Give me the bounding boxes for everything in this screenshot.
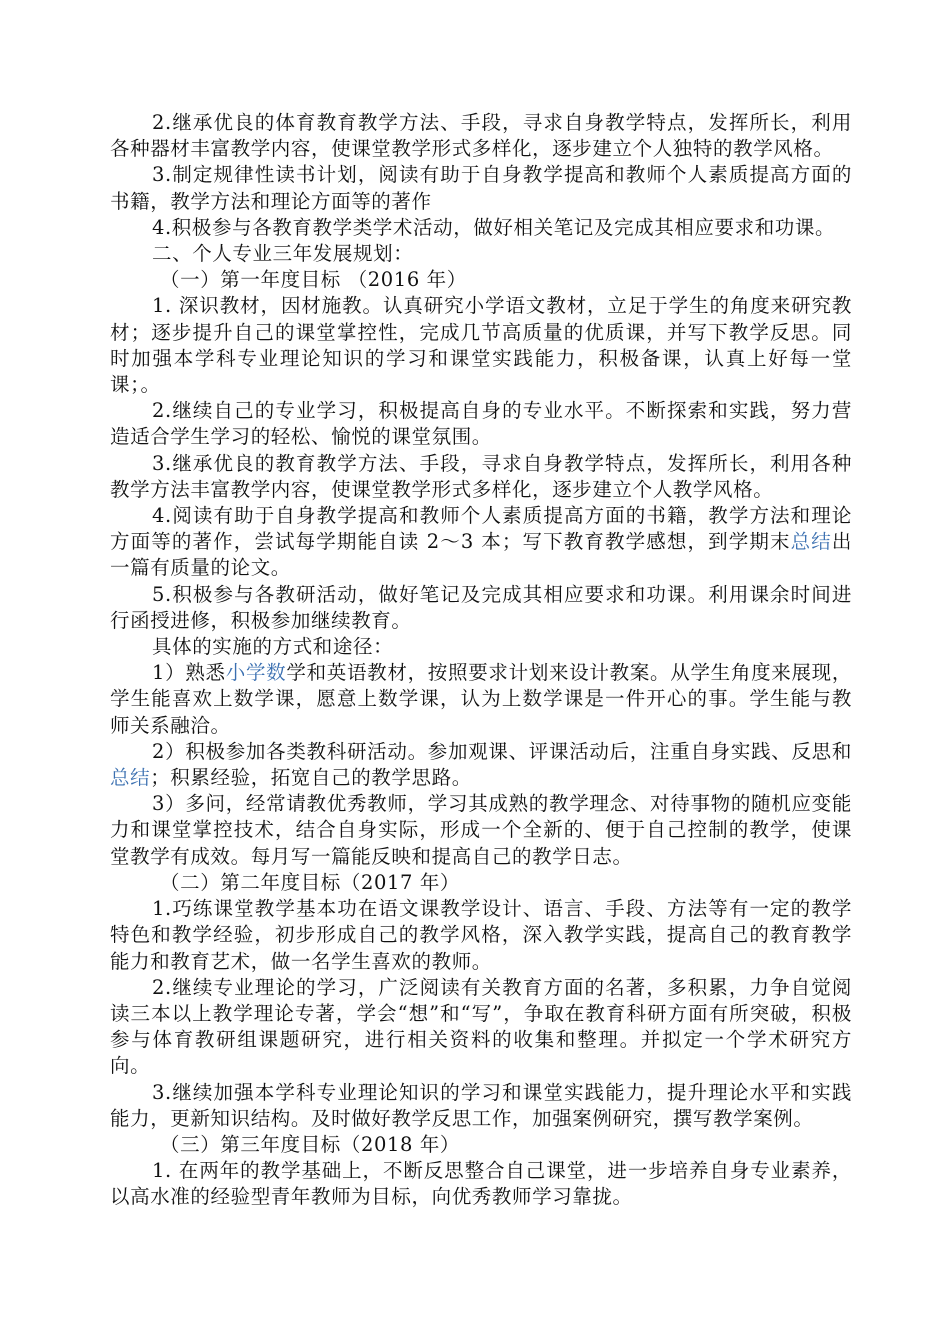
paragraph xyxy=(110,582,852,634)
paragraph xyxy=(110,162,852,214)
paragraph xyxy=(110,1080,852,1132)
text-segment: 4.积极参与各教育教学类学术活动，做好相关笔记及完成其相应要求和功课。 xyxy=(152,215,836,239)
text-segment: 2.继续专业理论的学习，广泛阅读有关教育方面的名著，多积累，力争自觉阅读三本以上教学理论专著，学会“想”和“写”，争取在教育科研方面有所突破，积极参与体育教研组课题研究，进行相关资料的收集和整理。并拟定一个学术研究方向。 xyxy=(110,975,852,1078)
paragraph xyxy=(110,398,852,450)
paragraph xyxy=(110,791,852,870)
paragraph xyxy=(110,739,852,791)
paragraph xyxy=(110,451,852,503)
text-segment: 4.阅读有助于自身教学提高和教师个人素质提高方面的书籍，教学方法和理论方面等的著作，尝试每学期能自读 2～3 本；写下教育教学感想，到学期末 xyxy=(110,504,852,554)
subsection-heading xyxy=(110,1132,852,1158)
section-heading xyxy=(110,634,852,660)
text-segment: 3.制定规律性读书计划，阅读有助于自身教学提高和教师个人素质提高方面的书籍，教学方法和理论方面等的著作 xyxy=(110,163,852,213)
text-segment: （一）第一年度目标 （2016 年） xyxy=(160,268,467,292)
paragraph xyxy=(110,975,852,1080)
subsection-heading xyxy=(110,267,852,293)
text-segment: 2）积极参加各类教科研活动。参加观课、评课活动后，注重自身实践、反思和 xyxy=(152,739,852,763)
text-segment: （二）第二年度目标（2017 年） xyxy=(160,870,461,894)
document-body xyxy=(110,110,852,1211)
text-segment: 3）多问，经常请教优秀教师，学习其成熟的教学理念、对待事物的随机应变能力和课堂掌控技术，结合自身实际，形成一个全新的、便于自己控制的教学，使课堂教学有成效。每月写一篇能反映和提高自己的教学日志。 xyxy=(110,792,852,868)
paragraph xyxy=(110,1158,852,1210)
text-segment: 1. 在两年的教学基础上，不断反思整合自己课堂，进一步培养自身专业素养，以高水准的经验型青年教师为目标，向优秀教师学习靠拢。 xyxy=(110,1159,852,1209)
section-heading xyxy=(110,241,852,267)
paragraph xyxy=(110,503,852,582)
text-segment: 2.继续自己的专业学习，积极提高自身的专业水平。不断探索和实践，努力营造适合学生学习的轻松、愉悦的课堂氛围。 xyxy=(110,399,852,449)
inline-link[interactable]: 小学数 xyxy=(225,661,287,685)
text-segment: 1）熟悉 xyxy=(152,661,226,685)
paragraph xyxy=(110,215,852,241)
text-segment: 1. 深识教材，因材施教。认真研究小学语文教材，立足于学生的角度来研究教材；逐步提升自己的课堂掌控性，完成几节高质量的优质课，并写下教学反思。同时加强本学科专业理论知识的学习和课堂实践能力，积极备课，认真上好每一堂课；。 xyxy=(110,294,852,397)
text-segment: （三）第三年度目标（2018 年） xyxy=(160,1132,461,1156)
paragraph xyxy=(110,896,852,975)
text-segment: 出一篇有质量的论文。 xyxy=(110,530,852,580)
text-segment: 学和英语教材，按照要求计划来设计教案。从学生角度来展现，学生能喜欢上数学课，愿意上数学课，认为上数学课是一件开心的事。学生能与教师关系融洽。 xyxy=(110,661,852,737)
paragraph xyxy=(110,110,852,162)
text-segment: 3.继承优良的教育教学方法、手段，寻求自身教学特点，发挥所长，利用各种教学方法丰富教学内容，使课堂教学形式多样化，逐步建立个人教学风格。 xyxy=(110,451,852,501)
text-segment: 2.继承优良的体育教育教学方法、手段，寻求自身教学特点，发挥所长，利用各种器材丰富教学内容，使课堂教学形式多样化，逐步建立个人独特的教学风格。 xyxy=(110,111,852,161)
inline-link[interactable]: 总结 xyxy=(110,766,151,790)
text-segment: 1.巧练课堂教学基本功在语文课教学设计、语言、手段、方法等有一定的教学特色和教学经验，初步形成自己的教学风格，深入教学实践，提高自己的教育教学能力和教育艺术，做一名学生喜欢的教师。 xyxy=(110,897,852,973)
text-segment: 3.继续加强本学科专业理论知识的学习和课堂实践能力，提升理论水平和实践能力，更新知识结构。及时做好教学反思工作，加强案例研究，撰写教学案例。 xyxy=(110,1080,852,1130)
inline-link[interactable]: 总结 xyxy=(790,530,832,554)
text-segment: ；积累经验，拓宽自己的教学思路。 xyxy=(150,766,472,790)
text-segment: 5.积极参与各教研活动，做好笔记及完成其相应要求和功课。利用课余时间进行函授进修，积极参加继续教育。 xyxy=(110,582,852,632)
paragraph xyxy=(110,293,852,398)
subsection-heading xyxy=(110,870,852,896)
text-segment: 具体的实施的方式和途径： xyxy=(152,635,394,659)
paragraph xyxy=(110,660,852,739)
text-segment: 二、个人专业三年发展规划： xyxy=(152,242,414,266)
